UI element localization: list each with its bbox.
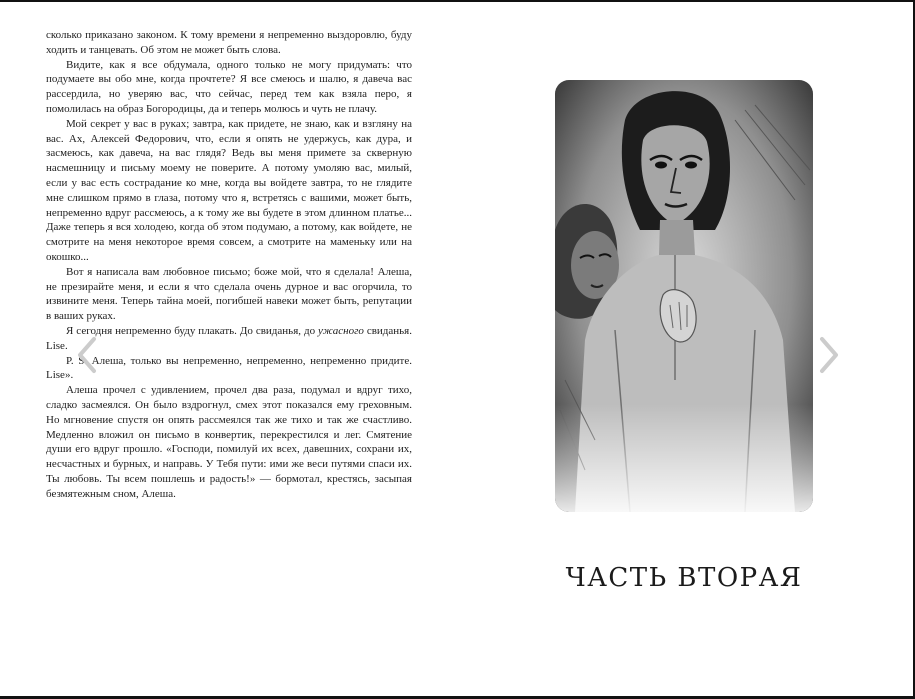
paragraph-lead: Я сегодня непременно буду плакать. До свиданья, до — [66, 324, 319, 337]
chevron-right-icon — [817, 335, 841, 375]
illustration-drawing — [555, 80, 813, 512]
part-title: ЧАСТЬ ВТОРАЯ — [565, 563, 803, 593]
paragraph: Вот я написала вам любовное письмо; боже мой, что я сделала! Алеша, не презирайте меня, и если я что сделала очень дурное и вас огорчила, то извините меня. Теперь тайна моей, погибшей навеки может быть, репутации в ваших руках. — [46, 265, 412, 323]
chevron-left-icon — [75, 335, 99, 375]
paragraph-tail: свиданья. Lise. — [46, 324, 412, 352]
paragraph: сколько приказано законом. К тому времени я непременно выздоровлю, буду ходить и танцевать. Об этом не может быть слова. — [46, 29, 412, 56]
paragraph: Алеша прочел с удивлением, прочел два раза, подумал и вдруг тихо, сладко засмеялся. Он было вздрогнул, смех этот показался ему греховным. Но мгновение спустя он опять рассмеялся так же тихо и так же счастливо. Медленно вложил он письмо в конвертик, перекрестился и лег. Смятение души его вдруг прошло. «Господи, помилуй их всех, давешних, сохрани их, несчастных и бурных, и направь. У Тебя пути: ими же веси путями спаси их. Ты любовь. Ты всем пошлешь и радость!» — бормотал, крестясь, засыпая безмятежным сном, Алеша. — [46, 384, 412, 500]
two-women-portrait-illustration — [555, 80, 813, 512]
paragraph: P. S. Алеша, только вы непременно, непременно, непременно придите. Lise». — [46, 354, 412, 382]
book-spread — [0, 2, 913, 696]
previous-page-button[interactable] — [70, 332, 104, 378]
paragraph: Видите, как я все обдумала, одного только не могу придумать: что подумаете вы обо мне, когда прочтете? Я все смеюсь и шалю, я давеча вас рассердила, но уверяю вас, что сейчас, перед тем как взяла перо, я помолилась на образ Богородицы, да и теперь молюсь и чуть не плачу. — [46, 58, 412, 115]
left-page-text — [46, 28, 412, 502]
next-page-button[interactable] — [812, 332, 846, 378]
italic-word: ужасного — [318, 324, 364, 337]
paragraph: Мой секрет у вас в руках; завтра, как придете, не знаю, как и взгляну на вас. Ах, Алексей Федорович, что, если я опять не удержусь, как дура, и засмеюсь, как давеча, на вас глядя? Ведь вы меня примете за скверную насмешницу и письму моему не поверите. А потому умоляю вас, милый, если у вас есть сострадание ко мне, когда вы войдете завтра, то не глядите мне слишком прямо в глаза, потому что я, встретясь с вашими, может быть, непременно вдруг рассмеюсь, а к тому же вы будете в этом длинном платье... Даже теперь я вся холодею, когда об этом подумаю, а потому, как войдете, не смотрите на меня некоторое время совсем, а смотрите на маменьку или на окошко... — [46, 117, 412, 263]
